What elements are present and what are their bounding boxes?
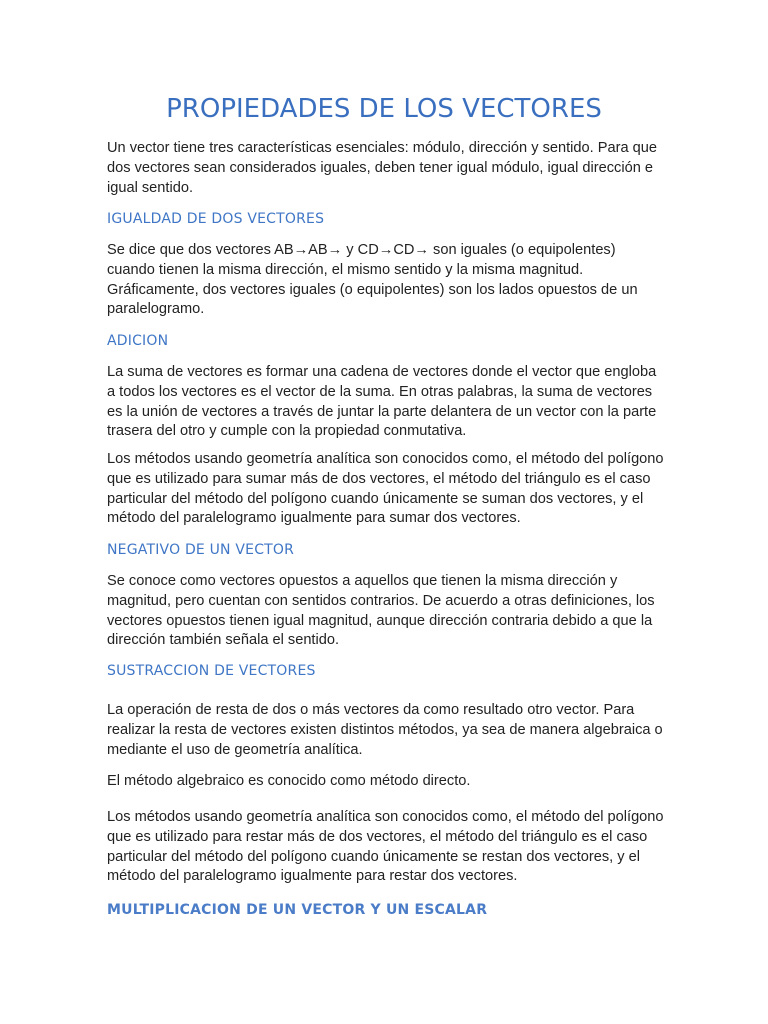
heading-multiplicacion: MULTIPLICACION DE UN VECTOR Y UN ESCALAR	[107, 902, 488, 918]
negativo-paragraph: Se conoce como vectores opuestos a aquellos que tienen la misma dirección y magnitud, pero cuentan con sentidos contrarios. De acuerdo a otras definiciones, los vectores opuestos tienen igual magnitud, aunque dirección contraria debido a que la dirección también señala el sentido.	[107, 573, 655, 649]
heading-negativo: NEGATIVO DE UN VECTOR	[107, 542, 295, 558]
heading-igualdad: IGUALDAD DE DOS VECTORES	[107, 211, 325, 227]
sustraccion-paragraph-2: El método algebraico es conocido como método directo.	[107, 773, 471, 789]
page-title: PROPIEDADES DE LOS VECTORES	[166, 94, 602, 124]
sustraccion-paragraph-1: La operación de resta de dos o más vectores da como resultado otro vector. Para realizar la resta de vectores existen distintos métodos, ya sea de manera algebraica o mediante el uso de geometría analítica.	[107, 702, 663, 758]
heading-adicion: ADICION	[107, 333, 169, 349]
intro-paragraph: Un vector tiene tres características esenciales: módulo, dirección y sentido. Para que dos vectores sean considerados iguales, deben tener igual módulo, igual dirección e igual sentido.	[107, 140, 657, 196]
igualdad-paragraph: Se dice que dos vectores AB→AB→ y CD→CD→ son iguales (o equipolentes) cuando tienen la misma dirección, el mismo sentido y la misma magnitud. Gráficamente, dos vectores iguales (o equipolentes) son los lados opuestos de un paralelogramo.	[107, 242, 638, 318]
adicion-paragraph-2: Los métodos usando geometría analítica son conocidos como, el método del polígono que es utilizado para sumar más de dos vectores, el método del triángulo es el caso particular del método del polígono cuando únicamente se suman dos vectores, y el método del paralelogramo igualmente para sumar dos vectores.	[107, 451, 664, 527]
sustraccion-paragraph-3: Los métodos usando geometría analítica son conocidos como, el método del polígono que es utilizado para restar más de dos vectores, el método del triángulo es el caso particular del método del polígono cuando únicamente se restan dos vectores, y el método del paralelogramo igualmente para restar dos vectores.	[107, 809, 664, 885]
heading-sustraccion: SUSTRACCION DE VECTORES	[107, 663, 316, 679]
adicion-paragraph-1: La suma de vectores es formar una cadena de vectores donde el vector que engloba a todos los vectores es el vector de la suma. En otras palabras, la suma de vectores es la unión de vectores a través de juntar la parte delantera de un vector con la parte trasera del otro y cumple con la propiedad conmutativa.	[107, 364, 657, 440]
